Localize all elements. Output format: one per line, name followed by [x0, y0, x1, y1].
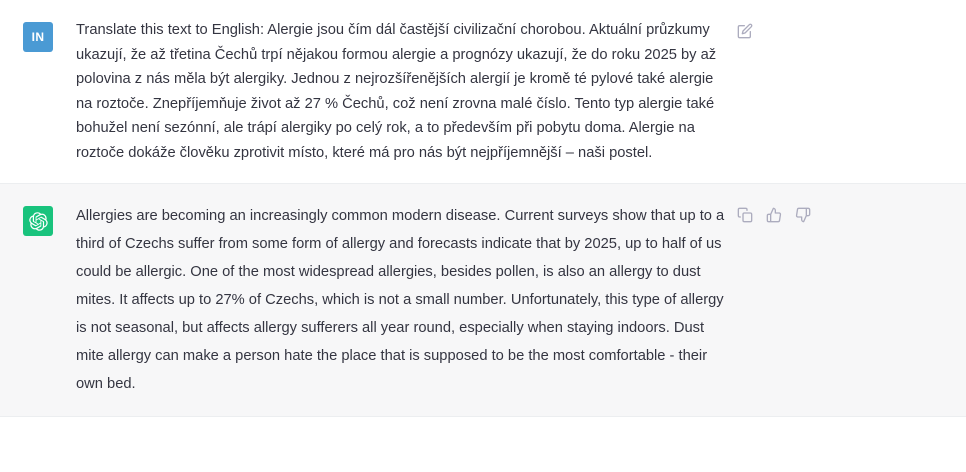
- avatar-initials: IN: [31, 30, 45, 44]
- avatar-column: [0, 18, 76, 165]
- user-message-text: Translate this text to English: Alergie jsou čím dál častější civilizační chorobou. Aktuální průzkumy ukazují, že až třetina Čechů trpí nějakou formou alergie a prognózy ukazují, že do roku 2025 by až polovina z nás měla být alergiky. Jednou z nejrozšířenějších alergií je kromě té pylové také alergie na roztoče. Znepříjemňuje život až 27 % Čechů, což není zrovna malé číslo. Tento typ alergie také bohužel není sezónní, ale trápí alergiky po celý rok, a to především při pobytu doma. Alergie na roztoče dokáže člověku zprotivit místo, které má pro nás být nejpříjemnější – naši postel.: [76, 22, 717, 161]
- chat-message-assistant: [0, 184, 966, 417]
- copy-icon[interactable]: [736, 206, 753, 223]
- openai-logo-icon: [29, 212, 48, 231]
- chat-message-user: [0, 0, 966, 184]
- avatar: [23, 22, 53, 52]
- message-actions: [736, 18, 926, 165]
- edit-icon[interactable]: [736, 22, 753, 39]
- thumbs-down-icon[interactable]: [794, 206, 811, 223]
- message-content: [76, 202, 736, 398]
- message-content: [76, 18, 736, 165]
- assistant-message-text: Allergies are becoming an increasingly common modern disease. Current surveys show that up to a third of Czechs suffer from some form of allergy and forecasts indicate that by 2025, up to half of us could be allergic. One of the most widespread allergies, besides pollen, is also an allergy to dust mites. It affects up to 27% of Czechs, which is not a small number. Unfortunately, this type of allergy is not seasonal, but affects allergy sufferers all year round, especially when staying indoors. Dust mite allergy can make a person hate the place that is supposed to be the most comfortable - their own bed.: [76, 208, 725, 392]
- assistant-avatar: [23, 206, 53, 236]
- thumbs-up-icon[interactable]: [765, 206, 782, 223]
- message-actions: [736, 202, 926, 398]
- avatar-column: [0, 202, 76, 398]
